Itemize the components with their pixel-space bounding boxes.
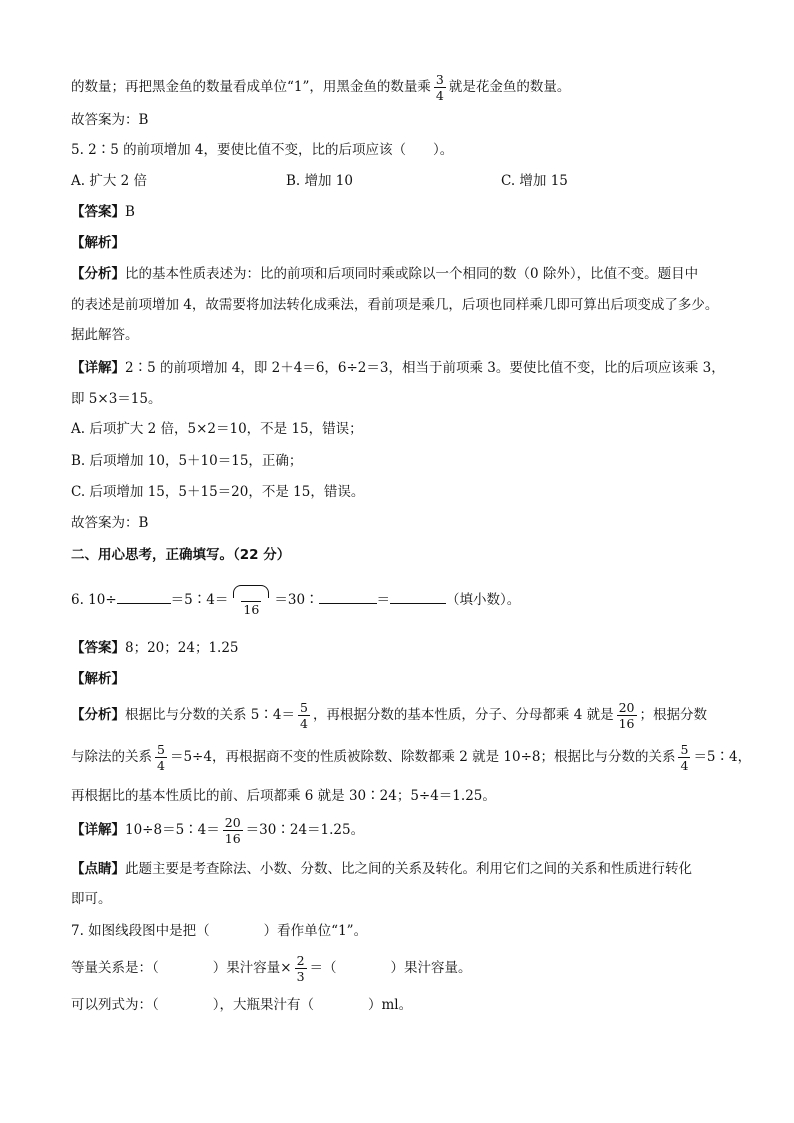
q5-xiangjie-line-1: 【详解】2∶5 的前项增加 4，即 2＋4＝6，6÷2＝3，相当于前项乘 3。要使比值不变，比的后项应该乘 3， [71, 360, 725, 376]
q6-numerator-blank[interactable] [233, 585, 269, 598]
fraction-5-4: $\frac{5}{4}$ [680, 742, 689, 773]
q6-dianjing-line-2: 即可。 [71, 891, 112, 907]
fraction-20-16: $\frac{20}{16}$ [224, 815, 241, 846]
q6-fenxi-tag: 【分析】 [71, 707, 125, 723]
q6-answer-value: 8；20；24；1.25 [125, 640, 239, 656]
q6-dianjing-line-1: 【点睛】此题主要是考查除法、小数、分数、比之间的关系及转化。利用它们之间的关系和性质进行转化 [71, 861, 692, 877]
q5-line-a: A. 后项扩大 2 倍，5×2＝10，不是 15，错误； [71, 421, 363, 437]
q5-analysis-tag: 【解析】 [71, 235, 125, 251]
q6-stem: 6. 10÷ ＝5∶4＝ 16 ＝30∶ ＝ （填小数）。 [71, 583, 754, 617]
q5-option-b: B. 增加 10 [286, 173, 353, 189]
q6-blank-1[interactable] [117, 589, 171, 604]
q7-line-2: 等量关系是：（ ）果汁容量× $\frac{2}{3}$ ＝（ ）果汁容量。 [71, 953, 472, 984]
q5-options [71, 171, 754, 191]
q5-fenxi-line-1: 【分析】比的基本性质表述为：比的前项和后项同时乘或除以一个相同的数（0 除外），比值不变。题目中 [71, 266, 699, 282]
intro-answer: 故答案为：B [71, 112, 149, 128]
q5-line-c: C. 后项增加 15，5＋15＝20，不是 15，错误。 [71, 484, 365, 500]
section-2-title: 二、用心思考，正确填写。（22 分） [71, 547, 291, 563]
q6-xiangjie-line: 【详解】10÷8＝5∶4＝ $\frac{20}{16}$ ＝30∶24＝1.25。 [71, 815, 365, 846]
q5-fenxi-line-3: 据此解答。 [71, 327, 139, 343]
q5-fenxi-tag: 【分析】 [71, 266, 125, 282]
q6-fenxi-line-1: 【分析】根据比与分数的关系 5∶4＝ $\frac{5}{4}$ ，再根据分数的基本性质，分子、分母都乘 4 就是 $\frac{20}{16}$ ；根据分数 [71, 700, 708, 731]
q5-fenxi-line-2: 的表述是前项增加 4，故需要将加法转化成乘法，看前项是乘几，后项也同样乘几即可算出后项变成了多少。 [71, 297, 719, 313]
fraction-5-4: $\frac{5}{4}$ [299, 700, 308, 731]
q6-dianjing-tag: 【点睛】 [71, 861, 125, 877]
q5-answer-line [71, 202, 754, 222]
fraction-5-4: $\frac{5}{4}$ [157, 742, 165, 773]
q6-blank-4[interactable] [390, 589, 446, 604]
q7-line-3: 可以列式为：（ ），大瓶果汁有（ ）ml。 [71, 997, 413, 1013]
q5-answer-value: B [125, 204, 135, 220]
q5-stem: 5. 2∶5 的前项增加 4，要使比值不变，比的后项应该（ ）。 [71, 142, 454, 158]
intro-text-2: 就是花金鱼的数量。 [448, 79, 571, 95]
q5-line-b: B. 后项增加 10，5＋10＝15，正确； [71, 453, 303, 469]
q5-final-answer: 故答案为：B [71, 515, 149, 531]
q6-fenxi-line-2: 与除法的关系 $\frac{5}{4}$ ＝5÷4，再根据商不变的性质被除数、除数都乘 2 就是 10÷8；根据比与分数的关系 $\frac{5}{4}$ ＝5∶4， [71, 742, 752, 773]
intro-text-1: 的数量；再把黑金鱼的数量看成单位“1”，用黑金鱼的数量乘 [71, 79, 431, 95]
fraction-20-16: $\frac{20}{16}$ [618, 700, 635, 731]
q5-xiangjie-line-2: 即 5×3＝15。 [71, 391, 162, 407]
q5-answer-tag: 【答案】 [71, 204, 125, 220]
q6-blank-3[interactable] [319, 589, 377, 604]
fraction-2-3: $\frac{2}{3}$ [296, 953, 305, 984]
intro-line [71, 72, 754, 103]
q6-fenxi-line-3: 再根据比的基本性质比的前、后项都乘 6 就是 30∶24；5÷4＝1.25。 [71, 788, 496, 804]
q6-answer-tag: 【答案】 [71, 640, 125, 656]
q6-xiangjie-tag: 【详解】 [71, 822, 125, 838]
q6-answer-line [71, 638, 754, 658]
q5-option-c: C. 增加 15 [501, 173, 568, 189]
q6-fraction-blank-over-16: 16 [231, 585, 271, 617]
q5-xiangjie-tag: 【详解】 [71, 360, 125, 376]
fraction-three-quarters: $\frac{3}{4}$ [435, 72, 444, 103]
q7-line-1: 7. 如图线段图中是把（ ）看作单位“1”。 [71, 923, 368, 939]
q5-option-a: A. 扩大 2 倍 [71, 173, 148, 189]
q6-analysis-tag: 【解析】 [71, 671, 125, 687]
